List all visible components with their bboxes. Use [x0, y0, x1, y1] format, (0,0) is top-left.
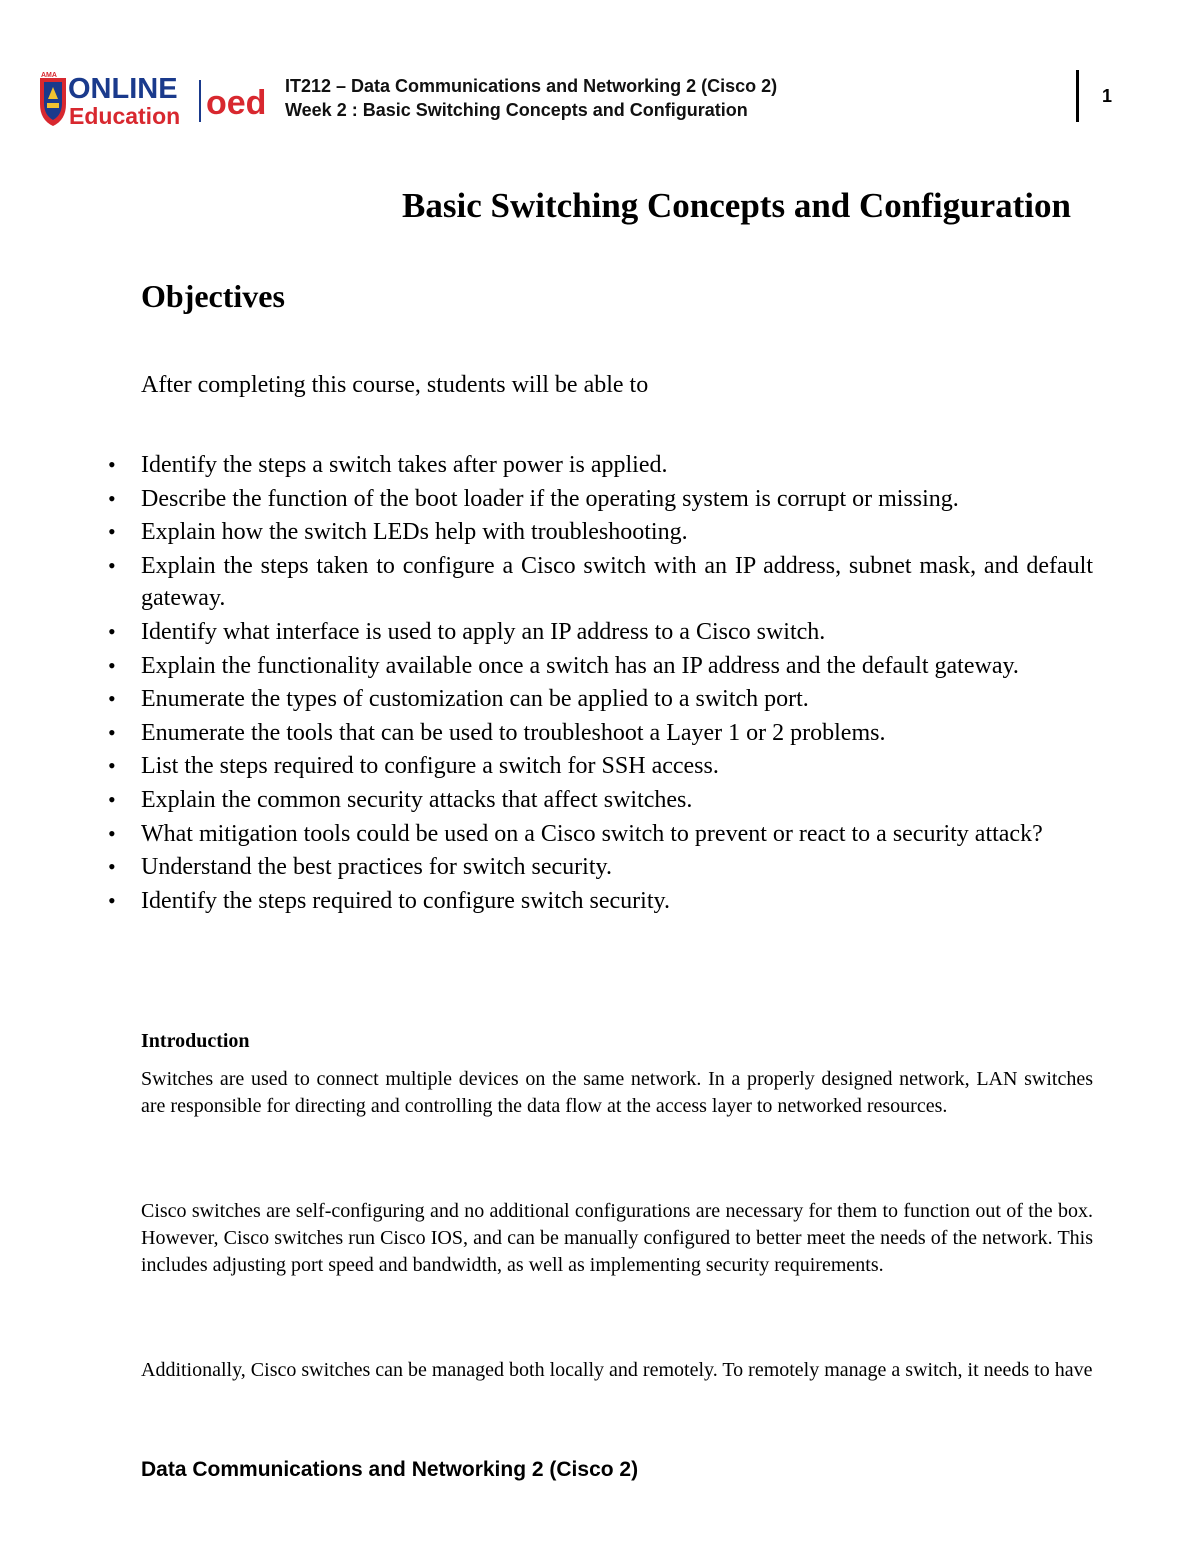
objectives-list: [141, 449, 1093, 918]
introduction-heading: Introduction: [141, 1030, 250, 1052]
header-divider: [1076, 70, 1079, 122]
objective-item: • Understand the best practices for switch security.: [141, 851, 1093, 884]
intro-paragraph: Switches are used to connect multiple devices on the same network. In a properly designed network, LAN switches are responsible for directing and controlling the data flow at the access layer to networked resources.: [141, 1068, 1093, 1117]
page-header: [36, 66, 1166, 130]
svg-text:AMA: AMA: [41, 72, 57, 79]
ama-shield-icon: [40, 78, 66, 126]
section-heading-course: Data Communications and Networking 2 (Cisco 2): [141, 1458, 639, 1481]
online-education-logo: [36, 70, 286, 128]
intro-paragraph: Additionally, Cisco switches can be managed both locally and remotely. To remotely manage a switch, it needs to have: [141, 1359, 1093, 1381]
objective-item: • Enumerate the tools that can be used to troubleshoot a Layer 1 or 2 problems.: [141, 717, 1093, 750]
logo-oed-mark: oed: [206, 84, 267, 122]
objective-item: • Identify what interface is used to apply an IP address to a Cisco switch.: [141, 616, 1093, 649]
logo-divider: [199, 80, 201, 122]
week-title: Week 2 : Basic Switching Concepts and Configuration: [285, 100, 748, 120]
objective-item: • Identify the steps a switch takes after power is applied.: [141, 449, 1093, 482]
objective-item: • Explain how the switch LEDs help with troubleshooting.: [141, 516, 1093, 549]
objective-item: • What mitigation tools could be used on a Cisco switch to prevent or react to a security attack?: [141, 818, 1093, 851]
intro-paragraph: Cisco switches are self-configuring and no additional configurations are necessary for them to function out of the box. However, Cisco switches run Cisco IOS, and can be manually configured to better meet the needs of the network. This includes adjusting port speed and bandwidth, as well as implementing security requirements.: [141, 1200, 1093, 1276]
header-course-info: [285, 74, 777, 122]
objectives-intro: After completing this course, students will be able to: [141, 372, 649, 398]
objective-item: • Explain the common security attacks that affect switches.: [141, 784, 1093, 817]
objective-item: • Explain the steps taken to configure a Cisco switch with an IP address, subnet mask, and default gateway.: [141, 550, 1093, 615]
logo-education-text: Education: [69, 103, 181, 128]
objective-item: • List the steps required to configure a switch for SSH access.: [141, 750, 1093, 783]
objective-item: • Identify the steps required to configure switch security.: [141, 885, 1093, 918]
document-title: Basic Switching Concepts and Configuration: [402, 186, 1071, 225]
page-number: 1: [1102, 86, 1113, 106]
objectives-heading: Objectives: [141, 278, 285, 314]
objective-item: • Enumerate the types of customization can be applied to a switch port.: [141, 683, 1093, 716]
logo-online-text: ONLINE: [68, 73, 178, 105]
objective-item: • Describe the function of the boot loader if the operating system is corrupt or missing.: [141, 483, 1093, 516]
course-title: IT212 – Data Communications and Networking 2 (Cisco 2): [285, 76, 778, 96]
objective-item: • Explain the functionality available once a switch has an IP address and the default gateway.: [141, 650, 1093, 683]
